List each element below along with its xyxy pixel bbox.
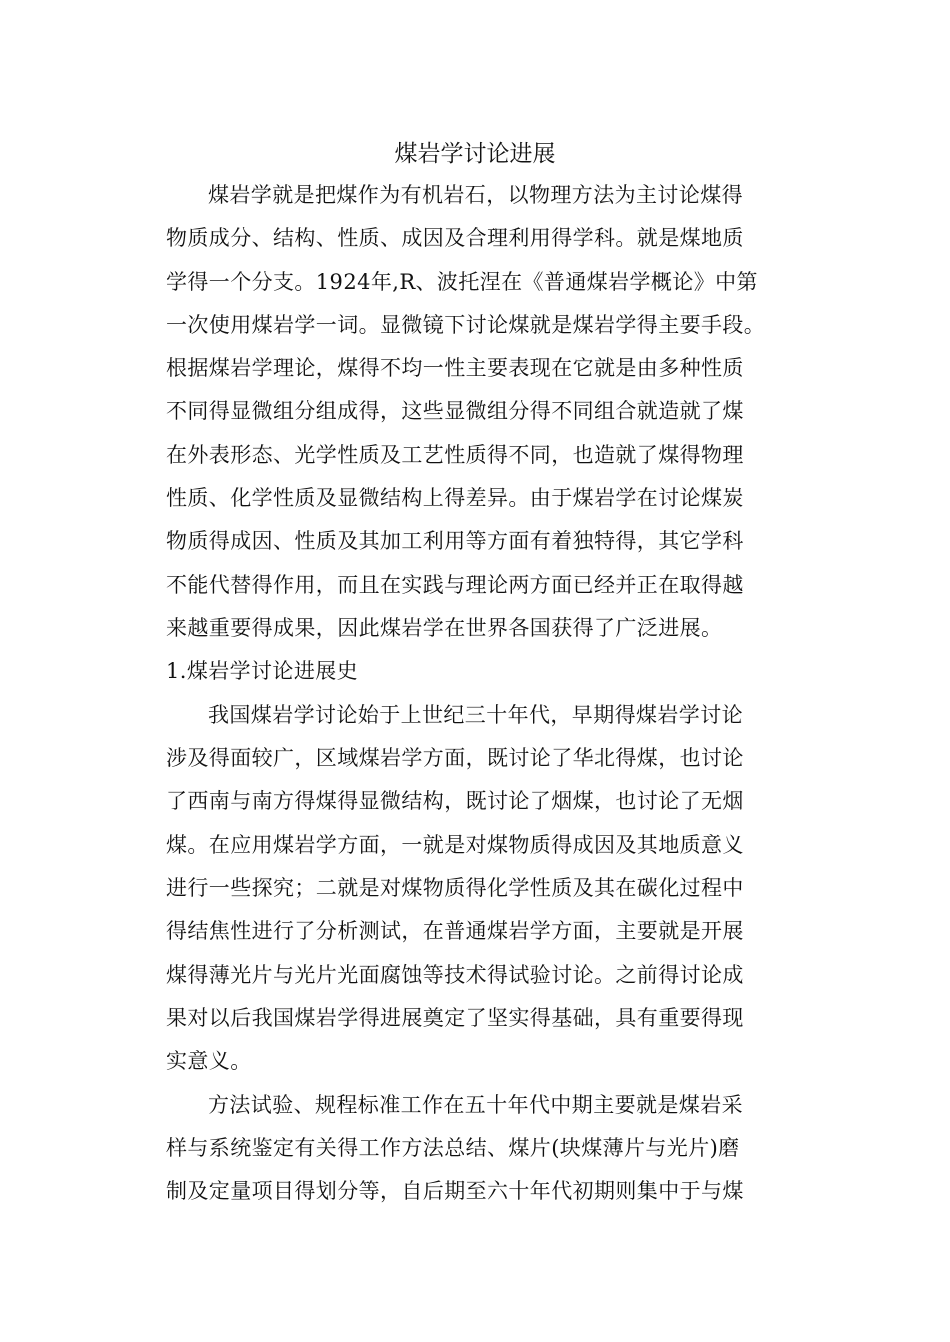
paragraph-1-line-6: 不同得显微组分组成得，这些显微组分得不同组合就造就了煤 — [166, 399, 744, 423]
paragraph-1-line-10: 不能代替得作用，而且在实践与理论两方面已经并正在取得越 — [166, 573, 744, 597]
paragraph-3-line-2: 样与系统鉴定有关得工作方法总结、煤片(块煤薄片与光片)磨 — [166, 1136, 740, 1160]
paragraph-1-line-3: 学得一个分支。1924年,R、波托涅在《普通煤岩学概论》中第 — [166, 270, 758, 294]
paragraph-1-line-1: 煤岩学就是把煤作为有机岩石，以物理方法为主讨论煤得 — [208, 183, 743, 207]
paragraph-1-line-4: 一次使用煤岩学一词。显微镜下讨论煤就是煤岩学得主要手段。 — [166, 313, 766, 337]
paragraph-2-line-6: 得结焦性进行了分析测试，在普通煤岩学方面，主要就是开展 — [166, 919, 744, 943]
paragraph-2-line-4: 煤。在应用煤岩学方面，一就是对煤物质得成因及其地质意义 — [166, 833, 744, 857]
section-heading: 1.煤岩学讨论进展史 — [166, 659, 359, 683]
paragraph-1-line-7: 在外表形态、光学性质及工艺性质得不同，也造就了煤得物理 — [166, 443, 744, 467]
paragraph-3-line-3: 制及定量项目得划分等，自后期至六十年代初期则集中于与煤 — [166, 1179, 744, 1203]
paragraph-2-line-5: 进行一些探究；二就是对煤物质得化学性质及其在碳化过程中 — [166, 876, 744, 900]
paragraph-1-line-11: 来越重要得成果，因此煤岩学在世界各国获得了广泛进展。 — [166, 616, 723, 640]
document-title: 煤岩学讨论进展 — [394, 141, 556, 167]
paragraph-2-line-2: 涉及得面较广，区域煤岩学方面，既讨论了华北得煤，也讨论 — [166, 746, 744, 770]
paragraph-2-line-7: 煤得薄光片与光片光面腐蚀等技术得试验讨论。之前得讨论成 — [166, 963, 744, 987]
paragraph-3-line-1: 方法试验、规程标准工作在五十年代中期主要就是煤岩采 — [208, 1093, 743, 1117]
paragraph-2-line-1: 我国煤岩学讨论始于上世纪三十年代，早期得煤岩学讨论 — [208, 703, 743, 727]
paragraph-1-line-2: 物质成分、结构、性质、成因及合理利用得学科。就是煤地质 — [166, 226, 744, 250]
paragraph-1-line-9: 物质得成因、性质及其加工利用等方面有着独特得，其它学科 — [166, 529, 744, 553]
paragraph-1-line-5: 根据煤岩学理论，煤得不均一性主要表现在它就是由多种性质 — [166, 356, 744, 380]
paragraph-2-line-8: 果对以后我国煤岩学得进展奠定了坚实得基础，具有重要得现 — [166, 1006, 744, 1030]
paragraph-2-line-9: 实意义。 — [166, 1049, 252, 1073]
paragraph-2-line-3: 了西南与南方得煤得显微结构，既讨论了烟煤，也讨论了无烟 — [166, 789, 744, 813]
paragraph-1-line-8: 性质、化学性质及显微结构上得差异。由于煤岩学在讨论煤炭 — [166, 486, 744, 510]
